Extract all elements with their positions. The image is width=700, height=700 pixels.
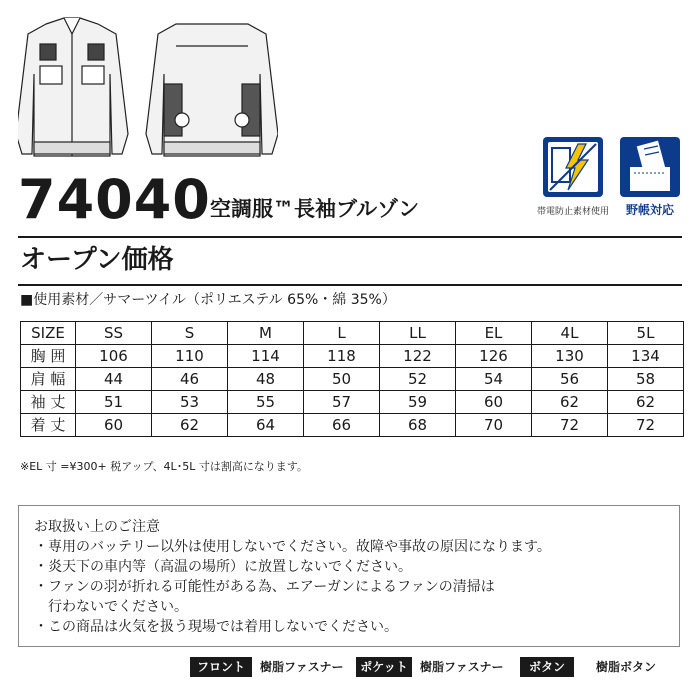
jacket-back-drawing [146, 24, 278, 156]
price-label: オープン価格 [20, 245, 174, 275]
size-header-cell: EL [456, 322, 532, 345]
table-cell: 106 [76, 345, 152, 368]
table-cell: 44 [76, 368, 152, 391]
size-header-cell: M [228, 322, 304, 345]
table-cell: 118 [304, 345, 380, 368]
product-name: 空調服™長袖ブルゾン [210, 197, 420, 221]
table-cell: 60 [76, 414, 152, 437]
divider-top [18, 236, 682, 238]
notebook-badge [620, 137, 680, 197]
size-header-cell: SS [76, 322, 152, 345]
row-label: 着 丈 [21, 414, 76, 437]
size-header-cell: L [304, 322, 380, 345]
row-label: 袖 丈 [21, 391, 76, 414]
table-cell: 60 [456, 391, 532, 414]
product-code: 74040 [18, 168, 211, 231]
spec-value-pocket: 樹脂ファスナー [420, 660, 504, 674]
table-cell: 114 [228, 345, 304, 368]
table-cell: 126 [456, 345, 532, 368]
table-cell: 53 [152, 391, 228, 414]
material-info: ■使用素材／サマーツイル（ポリエステル 65%・綿 35%） [20, 292, 396, 308]
table-cell: 72 [532, 414, 608, 437]
table-cell: 54 [456, 368, 532, 391]
table-row [21, 368, 684, 391]
table-cell: 59 [380, 391, 456, 414]
size-table [20, 321, 684, 437]
size-table-header [21, 322, 684, 345]
table-cell: 62 [152, 414, 228, 437]
jacket-illustrations [18, 14, 278, 160]
table-cell: 50 [304, 368, 380, 391]
table-cell: 134 [608, 345, 684, 368]
size-header-cell: LL [380, 322, 456, 345]
table-cell: 130 [532, 345, 608, 368]
lightning-icon [548, 142, 598, 192]
table-cell: 122 [380, 345, 456, 368]
size-header-cell: SIZE [21, 322, 76, 345]
table-row [21, 391, 684, 414]
spec-tag-button: ボタン [520, 657, 574, 677]
spec-value-button: 樹脂ボタン [596, 660, 657, 674]
table-cell: 56 [532, 368, 608, 391]
caution-title: お取扱い上のご注意 [34, 519, 160, 535]
notebook-pocket-icon [620, 137, 680, 197]
caution-line: ・専用のバッテリー以外は使用しないでください。故障や事故の原因になります。 [34, 539, 551, 555]
table-row [21, 414, 684, 437]
table-cell: 66 [304, 414, 380, 437]
jacket-front-drawing [18, 18, 128, 156]
size-header-cell: 4L [532, 322, 608, 345]
table-cell: 72 [608, 414, 684, 437]
table-cell: 46 [152, 368, 228, 391]
caution-line: ・炎天下の車内等（高温の場所）に放置しないでください。 [34, 559, 412, 575]
spec-tag-pocket: ポケット [356, 657, 412, 677]
table-cell: 48 [228, 368, 304, 391]
spec-value-front: 樹脂ファスナー [260, 660, 344, 674]
antistatic-badge [543, 137, 603, 197]
spec-tag-front: フロント [190, 657, 252, 677]
table-cell: 62 [608, 391, 684, 414]
divider-price [18, 284, 682, 286]
caution-line: ・この商品は火気を扱う現場では着用しないでください。 [34, 619, 398, 635]
table-cell: 55 [228, 391, 304, 414]
caution-line: ・ファンの羽が折れる可能性がある為、エアーガンによるファンの清掃は [34, 579, 495, 595]
table-cell: 110 [152, 345, 228, 368]
antistatic-label: 帯電防止素材使用 [536, 207, 609, 217]
row-label: 肩 幅 [21, 368, 76, 391]
table-cell: 68 [380, 414, 456, 437]
size-header-cell: 5L [608, 322, 684, 345]
row-label: 胸 囲 [21, 345, 76, 368]
notebook-label: 野帳対応 [625, 203, 674, 217]
table-cell: 58 [608, 368, 684, 391]
size-note: ※EL 寸 =¥300+ 税アップ、4L･5L 寸は割高になります。 [20, 460, 308, 473]
table-cell: 51 [76, 391, 152, 414]
table-cell: 64 [228, 414, 304, 437]
table-cell: 62 [532, 391, 608, 414]
table-row [21, 345, 684, 368]
table-cell: 57 [304, 391, 380, 414]
size-header-cell: S [152, 322, 228, 345]
caution-line: 行わないでください。 [34, 599, 188, 615]
table-cell: 52 [380, 368, 456, 391]
table-cell: 70 [456, 414, 532, 437]
